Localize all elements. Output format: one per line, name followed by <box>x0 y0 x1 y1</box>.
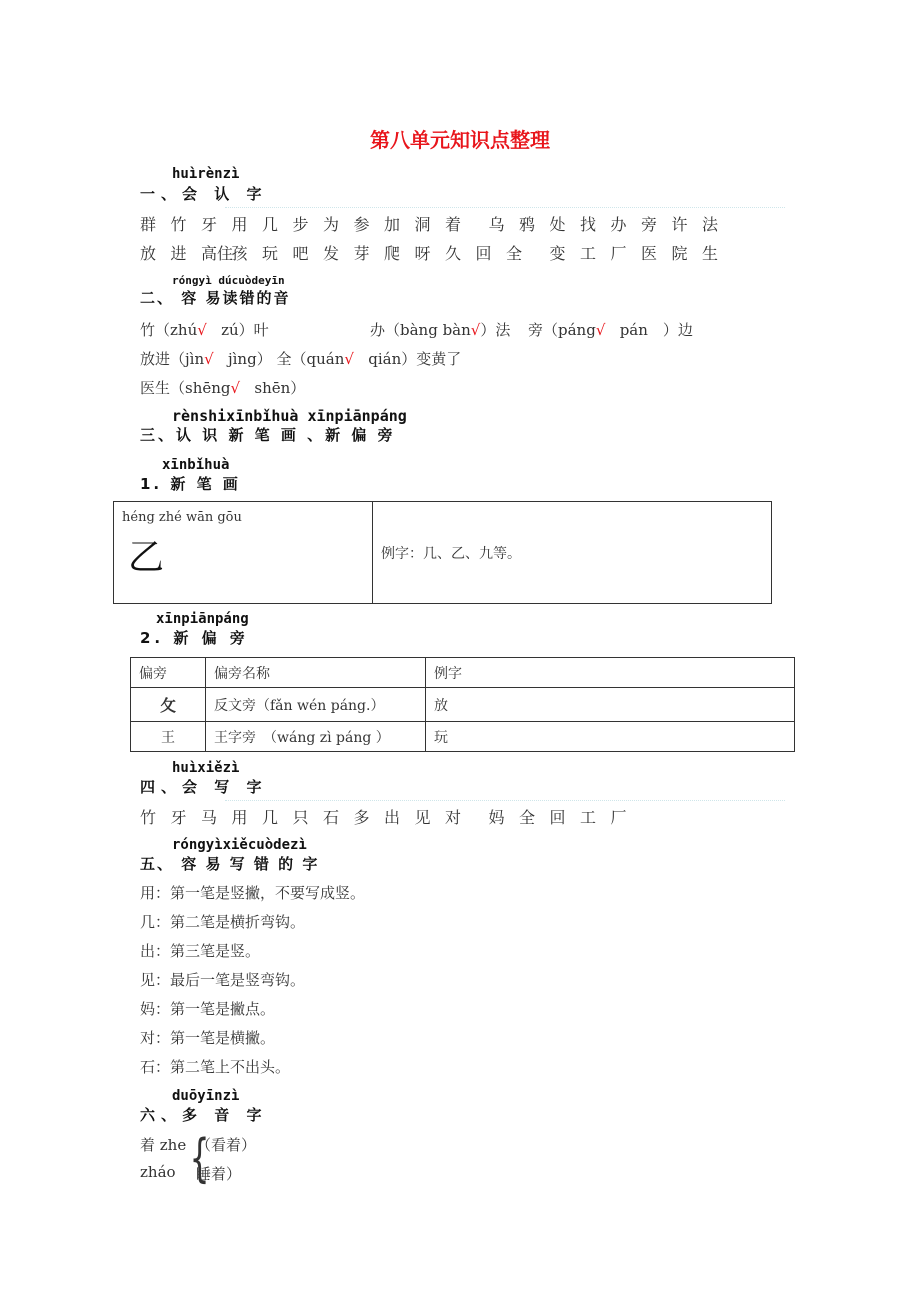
check-mark: √ <box>470 321 481 339</box>
character: 高住 <box>201 244 234 263</box>
s2-line-2 <box>140 348 461 369</box>
character: 马 <box>201 808 218 827</box>
character: 久 <box>445 244 462 263</box>
polyphone-reading-2: zháo <box>140 1163 176 1181</box>
rule-line: 见：最后一笔是竖弯钩。 <box>140 971 306 989</box>
rule-line: 石：第二笔上不出头。 <box>140 1058 291 1076</box>
s6-pinyin: duōyīnzì <box>172 1088 240 1104</box>
cell: 放 <box>426 688 795 722</box>
s1-pinyin: huìrènzì <box>172 166 240 182</box>
character: 回 <box>475 244 492 263</box>
s2-line-1c <box>528 319 693 340</box>
s2-line-3 <box>140 377 305 398</box>
character: 厂 <box>610 808 627 827</box>
s2-heading: 二、 容 易读错的音 <box>140 289 291 307</box>
sub1-pinyin: xīnbǐhuà <box>162 457 230 473</box>
character: 法 <box>702 215 719 234</box>
text: jìng） <box>227 350 272 368</box>
rule-line: 几：第二笔是横折弯钩。 <box>140 913 306 931</box>
character: 芽 <box>353 244 370 263</box>
character: 几 <box>262 215 279 234</box>
rule-line: 出：第三笔是竖。 <box>140 942 261 960</box>
character: 办 <box>610 215 627 234</box>
character: 吧 <box>292 244 309 263</box>
character: 回 <box>549 808 566 827</box>
character: 用 <box>231 215 248 234</box>
s5-pinyin: róngyìxiěcuòdezì <box>172 837 307 853</box>
character: 全 <box>506 244 523 263</box>
examples-cell: 例字：几、乙、九等。 <box>373 502 772 604</box>
character: 几 <box>262 808 279 827</box>
check-mark: √ <box>197 321 207 339</box>
cell: 攵 <box>131 688 206 722</box>
s4-heading: 四、会 写 字 <box>140 778 268 796</box>
polyphone-example-1: （看着） <box>196 1136 257 1154</box>
s1-row1 <box>140 212 733 235</box>
character: 对 <box>445 808 462 827</box>
s4-pinyin: huìxiězì <box>172 760 240 776</box>
character: 只 <box>292 808 309 827</box>
table-row <box>131 722 795 752</box>
character: 呀 <box>414 244 431 263</box>
text: 办（bàng bàn <box>370 321 471 339</box>
header-cell: 偏旁名称 <box>206 658 426 688</box>
radicals-table <box>130 657 795 752</box>
text: pán ）边 <box>619 321 693 339</box>
character: 竹 <box>170 215 187 234</box>
text: 放进（jìn <box>140 350 205 368</box>
table-row <box>131 688 795 722</box>
sub2-heading: 2. 新 偏 旁 <box>140 629 249 647</box>
character: 为 <box>323 215 340 234</box>
character: 多 <box>353 808 370 827</box>
character: 出 <box>384 808 401 827</box>
text: 全（quán <box>276 350 345 368</box>
cell: 王 <box>131 722 206 752</box>
table-header <box>131 658 795 688</box>
character: 用 <box>231 808 248 827</box>
polyphone-reading-1: 着 zhe <box>140 1136 187 1154</box>
cell: 反文旁（fǎn wén páng.） <box>206 688 426 722</box>
character: 厂 <box>610 244 627 263</box>
character: 医 <box>641 244 658 263</box>
character: 见 <box>414 808 431 827</box>
character: 参 <box>353 215 370 234</box>
character: 变 <box>549 244 566 263</box>
text: 旁（páng <box>528 321 596 339</box>
s4-chars <box>140 805 641 828</box>
stroke-cell <box>114 502 373 604</box>
character: 竹 <box>140 808 157 827</box>
character: 生 <box>702 244 719 263</box>
s2-pinyin: róngyì dúcuòdeyīn <box>172 274 285 287</box>
text: 医生（shēng <box>140 379 231 397</box>
new-stroke-table <box>113 501 772 604</box>
character: 许 <box>671 215 688 234</box>
text: shēn） <box>254 379 306 397</box>
character: 院 <box>671 244 688 263</box>
character: 着 <box>445 215 462 234</box>
character: 牙 <box>170 808 187 827</box>
text: qián）变黄了 <box>368 350 462 368</box>
s3-heading: 三、认 识 新 笔 画 、新 偏 旁 <box>140 426 396 444</box>
character: 旁 <box>641 215 658 234</box>
character: 找 <box>580 215 597 234</box>
polyphone-example-2: 睡着） <box>196 1165 242 1183</box>
cell: 王字旁 （wáng zì páng ） <box>206 722 426 752</box>
character: 牙 <box>201 215 218 234</box>
character: 放 <box>140 244 157 263</box>
sub2-pinyin: xīnpiānpáng <box>156 611 249 627</box>
character: 工 <box>580 808 597 827</box>
character: 发 <box>323 244 340 263</box>
s6-heading: 六、多 音 字 <box>140 1106 268 1124</box>
divider <box>225 207 785 208</box>
page-title: 第八单元知识点整理 <box>370 128 550 152</box>
s1-row2 <box>140 241 733 264</box>
character: 工 <box>580 244 597 263</box>
check-mark: √ <box>595 321 606 339</box>
divider <box>225 800 785 801</box>
text: ）法 <box>480 321 511 339</box>
check-mark: √ <box>344 350 354 368</box>
stroke-glyph: 乙 <box>128 537 165 578</box>
s3-pinyin: rènshixīnbǐhuà xīnpiānpáng <box>172 407 407 425</box>
stroke-pinyin: héng zhé wān gōu <box>122 510 242 525</box>
character: 玩 <box>262 244 279 263</box>
text: zú）叶 <box>221 321 269 339</box>
character: 加 <box>384 215 401 234</box>
rule-line: 对：第一笔是横撇。 <box>140 1029 276 1047</box>
header-cell: 偏旁 <box>131 658 206 688</box>
header-cell: 例字 <box>426 658 795 688</box>
s2-line-1 <box>140 319 269 340</box>
s5-heading: 五、 容 易 写 错 的 字 <box>140 855 320 873</box>
character: 进 <box>170 244 187 263</box>
character: 群 <box>140 215 157 234</box>
sub1-heading: 1. 新 笔 画 <box>140 475 241 493</box>
character: 洞 <box>414 215 431 234</box>
character: 孩 <box>231 244 248 263</box>
cell: 玩 <box>426 722 795 752</box>
character: 乌 <box>488 215 505 234</box>
character: 全 <box>519 808 536 827</box>
s1-heading: 一、会 认 字 <box>140 185 268 203</box>
character: 石 <box>323 808 340 827</box>
check-mark: √ <box>204 350 214 368</box>
brace-icon: { <box>189 1129 210 1189</box>
rule-line: 用：第一笔是竖撇，不要写成竖。 <box>140 884 366 902</box>
character: 处 <box>549 215 566 234</box>
rule-line: 妈：第一笔是撇点。 <box>140 1000 276 1018</box>
character: 步 <box>292 215 309 234</box>
text: 竹（zhú <box>140 321 198 339</box>
check-mark: √ <box>230 379 241 397</box>
character: 鸦 <box>519 215 536 234</box>
character: 爬 <box>384 244 401 263</box>
s2-line-1b <box>370 319 510 340</box>
character: 妈 <box>488 808 505 827</box>
